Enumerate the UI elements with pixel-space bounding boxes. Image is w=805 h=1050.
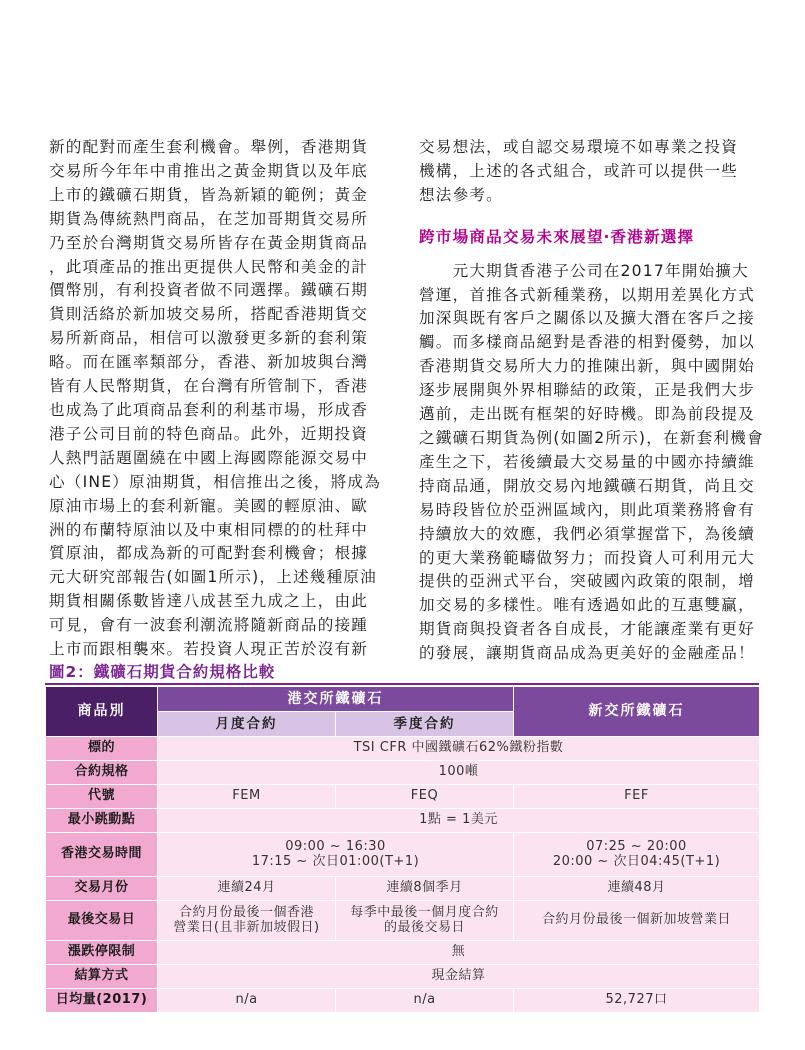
code-quarterly: FEQ [336, 785, 514, 809]
last-trade-monthly [158, 901, 336, 941]
last-trade-quarterly-line2: 的最後交易日 [383, 919, 465, 935]
header-sgx: 新交所鐵礦石 [514, 687, 760, 737]
text-line: 易所新商品，相信可以激發更多新的套利策 [49, 329, 369, 348]
table-row [46, 877, 760, 901]
table-row [46, 989, 760, 1013]
table-row [46, 737, 760, 761]
row-label-underlying: 標的 [46, 737, 158, 761]
months-sgx: 連續48月 [514, 877, 760, 901]
text-line: 機構，上述的各式組合，或許可以提供一些 [419, 161, 739, 180]
text-line: 原油市場上的套利新寵。美國的輕原油、歐 [49, 496, 369, 515]
header-product: 商品別 [46, 687, 158, 737]
text-line: 加交易的多樣性。唯有透過如此的互惠雙贏， [419, 596, 755, 615]
text-line: 期貨商與投資者各自成長，才能讓產業有更好 [419, 620, 755, 639]
limit-value: 無 [158, 941, 760, 965]
text-line: 也成為了此項商品套利的利基市場，形成香 [49, 400, 369, 419]
article-right-column [419, 136, 764, 666]
last-trade-quarterly [336, 901, 514, 941]
text-line: 質原油，都成為新的可配對套利機會；根據 [49, 544, 369, 563]
row-label-tick: 最小跳動點 [46, 809, 158, 833]
text-line: 邁前，走出既有框架的好時機。即為前段提及 [419, 405, 755, 424]
table-row [46, 941, 760, 965]
hkex-hours-line2: 17:15 ~ 次日01:00(T+1) [251, 853, 420, 869]
table-row [46, 785, 760, 809]
last-trade-sgx: 合約月份最後一個新加坡營業日 [514, 901, 760, 941]
figure-title: 圖2：鐵礦石期貨合約規格比較 [49, 663, 276, 681]
tick-value: 1點 = 1美元 [158, 809, 760, 833]
table-row [46, 833, 760, 877]
text-line: 的更大業務範疇做努力；而投資人可利用元大 [419, 548, 755, 567]
text-line: 持商品通，開放交易內地鐵礦石期貨，尚且交 [419, 476, 755, 495]
row-label-limit: 漲跌停限制 [46, 941, 158, 965]
text-line: 上市的鐵礦石期貨，皆為新穎的範例；黃金 [49, 185, 369, 204]
text-line: 產生之下，若後續最大交易量的中國亦持續維 [419, 452, 755, 471]
right-column-body [419, 260, 764, 666]
text-line: 乃至於台灣期貨交易所皆存在黃金期貨商品 [49, 233, 369, 252]
text-line: 易時段皆位於亞洲區域內，則此項業務將會有 [419, 500, 755, 519]
text-line: 價幣別，有利投資者做不同選擇。鐵礦石期 [49, 281, 369, 300]
table-row [46, 901, 760, 941]
text-line: 略。而在匯率類部分，香港、新加坡與台灣 [49, 353, 369, 372]
row-label-contract-size: 合約規格 [46, 761, 158, 785]
table-row [46, 809, 760, 833]
section-heading: 跨市場商品交易未來展望‧香港新選擇 [419, 227, 695, 246]
text-line: 元大期貨香港子公司在2017年開始擴大 [419, 261, 749, 280]
text-line: 的發展，讓期貨商品成為更美好的金融產品！ [419, 644, 755, 663]
header-hkex: 港交所鐵礦石 [158, 687, 514, 712]
header-quarterly: 季度合約 [336, 712, 514, 737]
text-line: 交易所今年年中甫推出之黃金期貨以及年底 [49, 161, 369, 180]
text-line: 港子公司目前的特色商品。此外，近期投資 [49, 424, 369, 443]
row-label-settlement: 結算方式 [46, 965, 158, 989]
table-row [46, 965, 760, 989]
text-line: 期貨相關係數皆達八成甚至九成之上，由此 [49, 592, 369, 611]
text-line: 提供的亞洲式平台，突破國內政策的限制，增 [419, 572, 755, 591]
hk-hours-hkex [158, 833, 514, 877]
text-line: 逐步展開與外界相聯結的政策，正是我們大步 [419, 381, 755, 400]
row-label-volume: 日均量(2017) [46, 989, 158, 1013]
last-trade-monthly-line1: 合約月份最後一個香港 [178, 905, 314, 920]
text-line: 洲的布蘭特原油以及中東相同標的的杜拜中 [49, 520, 369, 539]
volume-quarterly: n/a [336, 989, 514, 1013]
text-line: 皆有人民幣期貨，在台灣有所管制下，香港 [49, 377, 369, 396]
row-label-hk-hours: 香港交易時間 [46, 833, 158, 877]
row-label-code: 代號 [46, 785, 158, 809]
iron-ore-spec-table [45, 686, 760, 1013]
text-line: 持續放大的效應，我們必須掌握當下，為後續 [419, 524, 755, 543]
text-line: 交易想法，或自認交易環境不如專業之投資 [419, 138, 739, 156]
table-row [46, 761, 760, 785]
row-label-last-trade: 最後交易日 [46, 901, 158, 941]
sgx-hours-line1: 07:25 ~ 20:00 [586, 839, 687, 854]
volume-sgx: 52,727口 [514, 989, 760, 1013]
underlying-value: TSI CFR 中國鐵礦石62%鐵粉指數 [158, 737, 760, 761]
text-line: 貨則活絡於新加坡交易所，搭配香港期貨交 [49, 305, 369, 324]
code-monthly: FEM [158, 785, 336, 809]
contract-size-value: 100噸 [158, 761, 760, 785]
text-line: 期貨為傳統熱門商品，在芝加哥期貨交易所 [49, 209, 369, 228]
text-line: 加深與既有客戶之關係以及擴大潛在客戶之接 [419, 309, 755, 328]
text-line: ，此項產品的推出更提供人民幣和美金的計 [49, 257, 369, 276]
volume-monthly: n/a [158, 989, 336, 1013]
text-line: 香港期貨交易所大力的推陳出新，與中國開始 [419, 357, 755, 376]
text-line: 之鐵礦石期貨為例(如圖2所示)，在新套利機會 [419, 428, 764, 447]
last-trade-quarterly-line1: 每季中最後一個月度合約 [350, 905, 499, 920]
header-monthly: 月度合約 [158, 712, 336, 737]
hk-hours-sgx [514, 833, 760, 877]
text-line: 人熱門話題圍繞在中國上海國際能源交易中 [49, 448, 369, 467]
article-left-column [49, 136, 394, 662]
sgx-hours-line2: 20:00 ~ 次日04:45(T+1) [552, 853, 721, 869]
text-line: 上市而跟相襲來。若投資人現正苦於沒有新 [49, 640, 369, 659]
text-line: 心（INE）原油期貨，相信推出之後，將成為 [49, 472, 382, 491]
right-column-intro [419, 136, 764, 208]
row-label-months: 交易月份 [46, 877, 158, 901]
last-trade-monthly-line2: 營業日(且非新加坡假日) [173, 919, 320, 935]
months-monthly: 連續24月 [158, 877, 336, 901]
text-line: 元大研究部報告(如圖1所示)，上述幾種原油 [49, 568, 377, 587]
months-quarterly: 連續8個季月 [336, 877, 514, 901]
text-line: 想法參考。 [419, 185, 503, 204]
settlement-value: 現金結算 [158, 965, 760, 989]
text-line: 可見，會有一波套利潮流將隨新商品的接踵 [49, 616, 369, 635]
text-line: 觸。而多樣商品絕對是香港的相對優勢，加以 [419, 333, 755, 352]
code-sgx: FEF [514, 785, 760, 809]
figure-title-rule [45, 683, 759, 685]
text-line: 營運，首推各式新種業務，以期用差異化方式 [419, 285, 755, 304]
hkex-hours-line1: 09:00 ~ 16:30 [285, 839, 386, 854]
text-line: 新的配對而產生套利機會。舉例，香港期貨 [49, 138, 369, 156]
